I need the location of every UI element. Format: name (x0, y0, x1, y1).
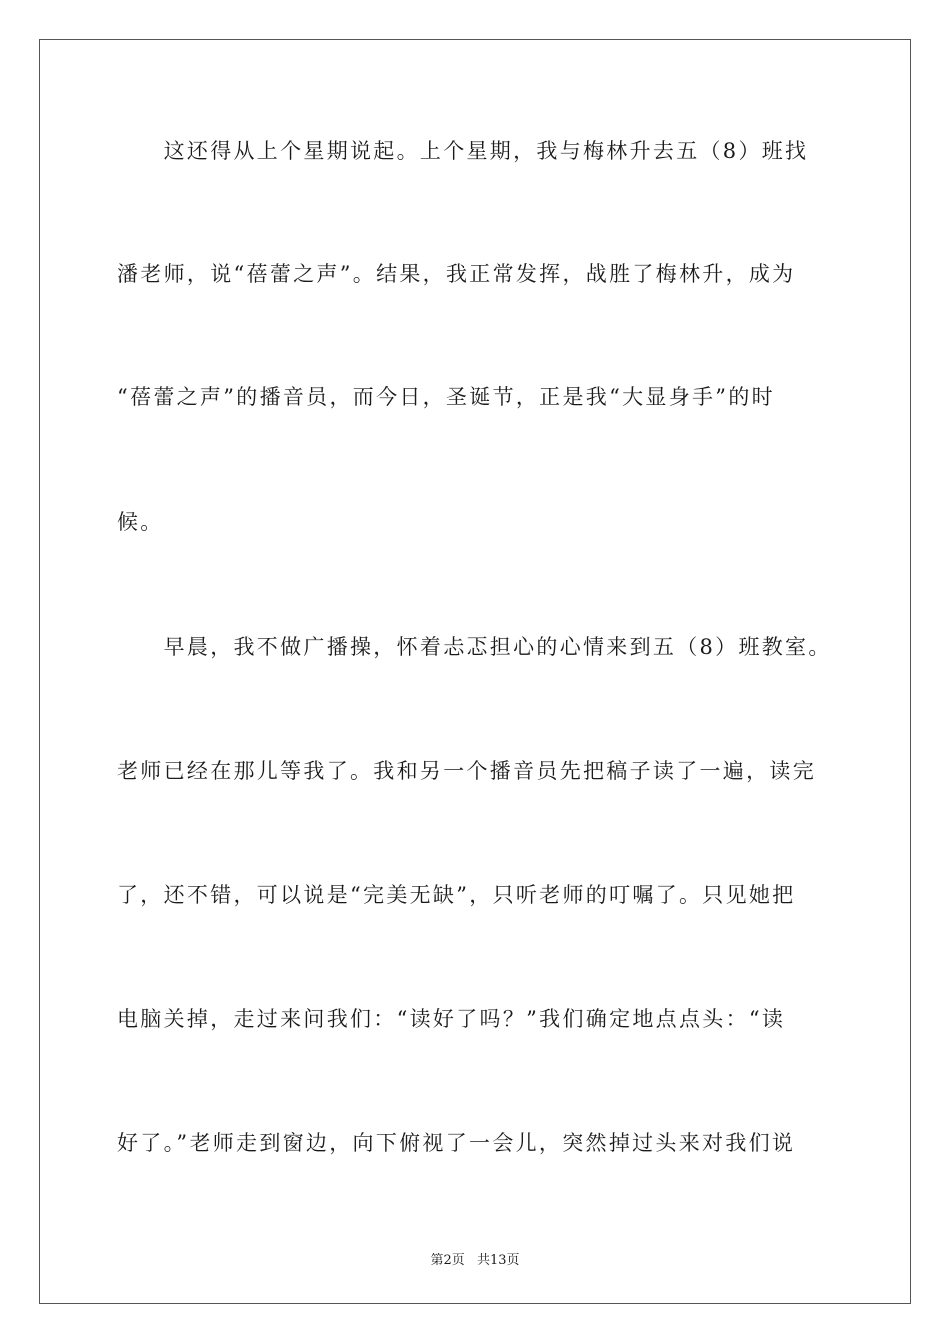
paragraph-line: 了，还不错，可以说是“完美无缺”，只听老师的叮嘱了。只见她把 (117, 883, 796, 907)
paragraph-line: “蓓蕾之声”的播音员，而今日，圣诞节，正是我“大显身手”的时 (117, 385, 775, 409)
page-border (39, 39, 911, 1304)
page-number: 第2页 (430, 1253, 465, 1268)
paragraph-line: 潘老师，说“蓓蕾之声”。结果，我正常发挥，战胜了梅林升，成为 (117, 262, 796, 286)
paragraph-line: 早晨，我不做广播操，怀着忐忑担心的心情来到五（8）班教室。 (117, 635, 832, 659)
paragraph-line: 好了。”老师走到窗边，向下俯视了一会儿，突然掉过头来对我们说 (117, 1131, 796, 1155)
paragraph-line: 电脑关掉，走过来问我们：“读好了吗？”我们确定地点点头：“读 (117, 1007, 786, 1031)
paragraph-line: 候。 (117, 510, 164, 534)
page-total: 共13页 (476, 1253, 520, 1268)
paragraph-line: 老师已经在那儿等我了。我和另一个播音员先把稿子读了一遍，读完 (117, 759, 816, 783)
paragraph-line: 这还得从上个星期说起。上个星期，我与梅林升去五（8）班找 (117, 139, 809, 163)
page-footer (0, 1249, 950, 1268)
